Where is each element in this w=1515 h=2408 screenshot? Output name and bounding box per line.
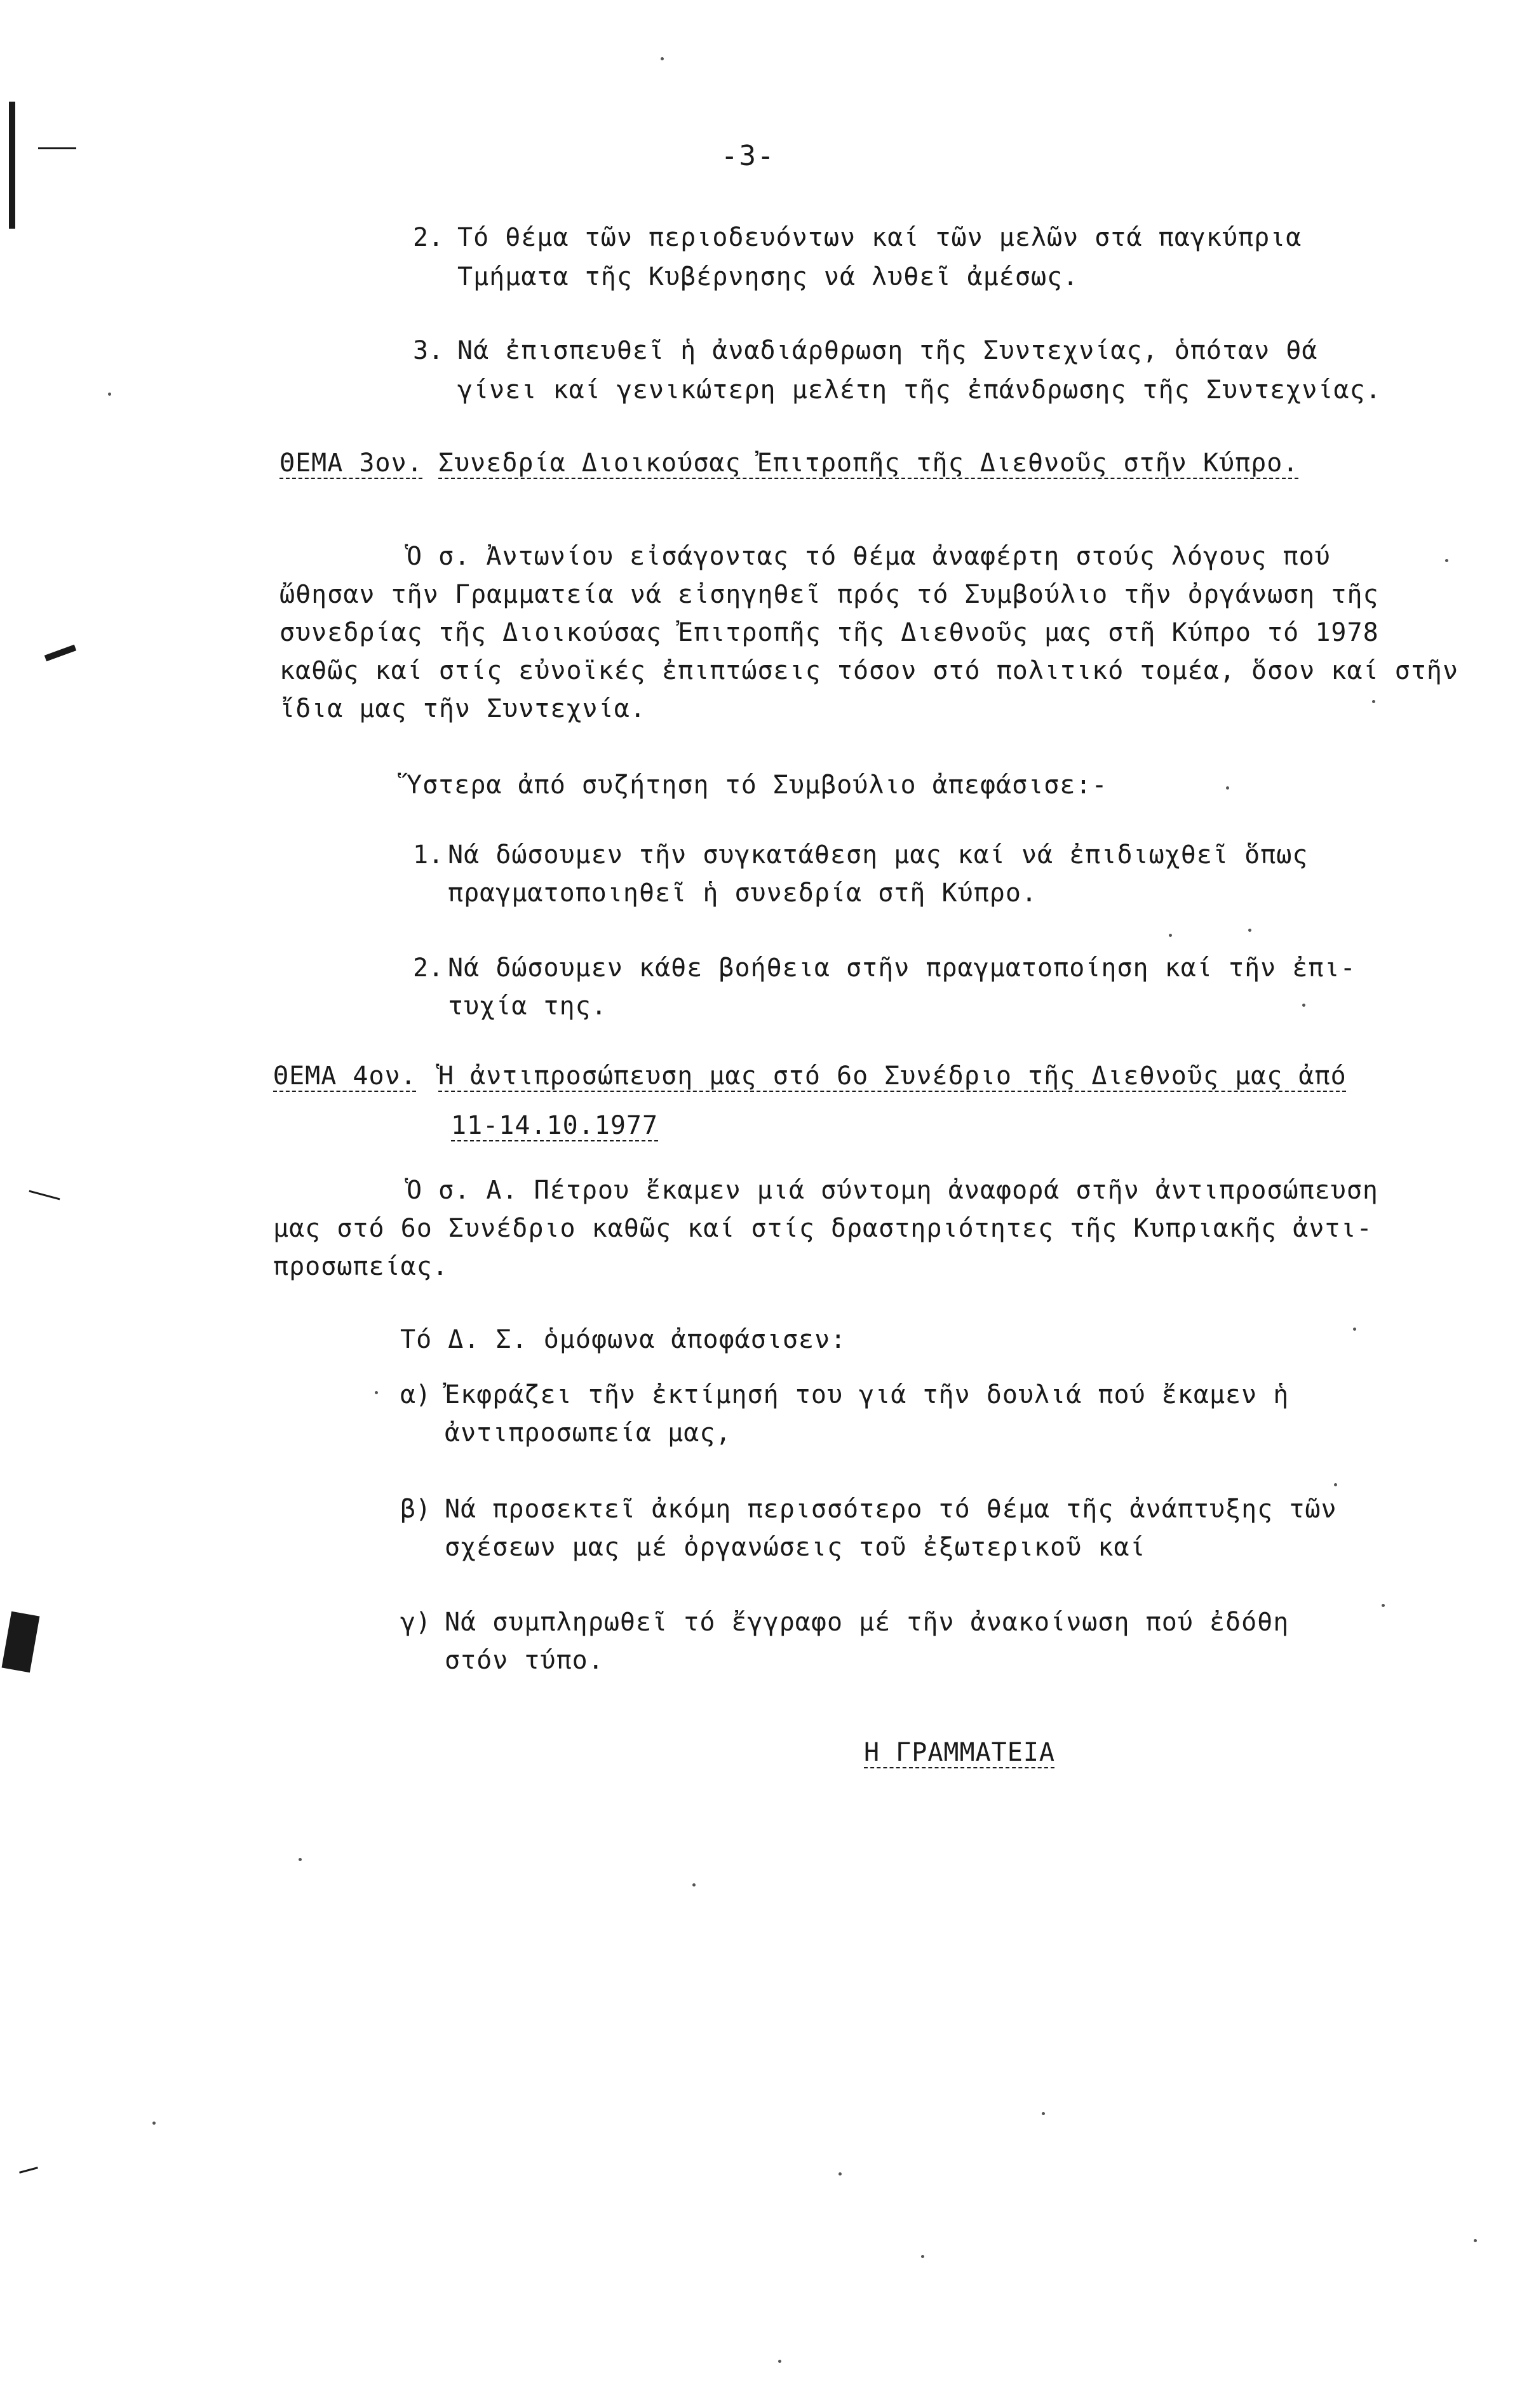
thema4-decision-intro: Τό Δ. Σ. ὁμόφωνα ἀποφάσισεν: [400, 1325, 847, 1354]
thema3-decision-line: τυχία της. [448, 992, 607, 1021]
item2-line2: Τμήματα τῆς Κυβέρνησης νά λυθεῖ ἀμέσως. [457, 262, 1079, 292]
scan-dot [838, 2172, 842, 2176]
scan-mark-top [9, 102, 15, 229]
scan-dot [375, 1391, 378, 1394]
thema3-para-line: συνεδρίας τῆς Διοικούσας Ἐπιτροπῆς τῆς Διεθνοῦς μας στῆ Κύπρο τό 1978 [279, 618, 1379, 647]
thema4-para-line: μας στό 6ο Συνέδριο καθῶς καί στίς δραστηριότητες τῆς Κυπριακῆς ἀντι- [273, 1214, 1373, 1243]
scan-dot [1248, 929, 1251, 932]
thema4-decision-line: Νά συμπληρωθεῖ τό ἔγγραφο μέ τῆν ἀνακοίνωση πού ἐδόθη [445, 1608, 1289, 1637]
scan-mark-arrow [44, 645, 76, 661]
thema4-para-line: Ὁ σ. Α. Πέτρου ἔκαμεν μιά σύντομη ἀναφορά στῆν ἀντιπροσώπευση [407, 1176, 1379, 1205]
scan-dot [1353, 1328, 1356, 1331]
scan-dot [1372, 700, 1375, 703]
thema3-para-line: καθῶς καί στίς εὐνοϊκές ἐπιπτώσεις τόσον στό πολιτικό τομέα, ὅσον καί στῆν [279, 656, 1459, 685]
thema3-title: Συνεδρία Διοικούσας Ἐπιτροπῆς τῆς Διεθνοῦς στῆν Κύπρο. [438, 448, 1299, 478]
thema3-para-line: ἴδια μας τῆν Συντεχνία. [279, 694, 646, 723]
thema4-decision-line: σχέσεων μας μέ ὀργανώσεις τοῦ ἐξωτερικοῦ καί [445, 1533, 1146, 1562]
scan-dot [1042, 2112, 1045, 2115]
scan-dot [299, 1858, 302, 1861]
scan-dot [1334, 1483, 1337, 1486]
thema3-para-line: ὤθησαν τῆν Γραμματεία νά εἰσηγηθεῖ πρός τό Συμβούλιο τῆν ὀργάνωση τῆς [279, 580, 1379, 609]
page-number: -3- [721, 140, 776, 172]
scan-dot [921, 2255, 924, 2258]
scan-dot [152, 2122, 156, 2125]
thema3-decision-intro: Ὕστερα ἀπό συζήτηση τό Συμβούλιο ἀπεφάσισε:- [407, 770, 1108, 800]
thema3-label: ΘΕΜΑ 3ον. [279, 448, 423, 478]
item2-line1: Τό θέμα τῶν περιοδευόντων καί τῶν μελῶν στά παγκύπρια [457, 223, 1302, 252]
thema4-title: Ἡ ἀντιπροσώπευση μας στό 6ο Συνέδριο τῆς Διεθνοῦς μας ἀπό [438, 1061, 1347, 1091]
item3-number: 3. [413, 336, 444, 365]
scan-dot [778, 2360, 781, 2363]
thema4-decision-line: Νά προσεκτεῖ ἀκόμη περισσότερο τό θέμα τῆς ἀνάπτυξης τῶν [445, 1495, 1337, 1524]
scan-dot [1445, 559, 1448, 562]
item3-line2: γίνει καί γενικώτερη μελέτη τῆς ἐπάνδρωσης τῆς Συντεχνίας. [457, 375, 1382, 405]
item2-number: 2. [413, 223, 444, 252]
scan-dot [1382, 1604, 1385, 1607]
thema4-decision-letter: α) [400, 1380, 431, 1409]
thema3-decision-line: πραγματοποιηθεῖ ἡ συνεδρία στῆ Κύπρο. [448, 878, 1038, 908]
scan-dot [1226, 786, 1229, 790]
thema4-label: ΘΕΜΑ 4ον. [273, 1061, 417, 1091]
scan-mark-tick [38, 147, 76, 149]
thema3-para-line: Ὁ σ. Ἀντωνίου εἰσάγοντας τό θέμα ἀναφέρτη στούς λόγους πού [407, 542, 1331, 571]
scan-dot [1302, 1004, 1305, 1007]
scan-dot [1474, 2239, 1477, 2242]
thema4-decision-line: ἀντιπροσωπεία μας, [445, 1418, 732, 1448]
scan-dot [661, 57, 664, 60]
thema4-decision-line: Ἐκφράζει τῆν ἐκτίμησή του γιά τῆν δουλιά πού ἔκαμεν ἡ [445, 1380, 1289, 1409]
thema4-decision-letter: γ) [400, 1608, 431, 1637]
signature: Η ΓΡΑΜΜΑΤΕΙΑ [864, 1738, 1055, 1767]
thema4-decision-line: στόν τύπο. [445, 1646, 604, 1675]
thema3-decision-line: Νά δώσουμεν κάθε βοήθεια στῆν πραγματοποίηση καί τῆν ἐπι- [448, 953, 1356, 983]
thema4-decision-letter: β) [400, 1495, 431, 1524]
thema3-decision-number: 2. [413, 953, 444, 983]
item3-line1: Νά ἐπισπευθεῖ ἡ ἀναδιάρθρωση τῆς Συντεχνίας, ὁπόταν θά [457, 336, 1318, 365]
scan-mark-blob [2, 1611, 40, 1672]
scan-mark-y [29, 1190, 60, 1201]
thema3-decision-line: Νά δώσουμεν τῆν συγκατάθεση μας καί νά ἐπιδιωχθεῖ ὅπως [448, 840, 1309, 870]
scan-mark-bottom [19, 2167, 38, 2174]
thema4-date: 11-14.10.1977 [451, 1111, 659, 1140]
thema3-decision-number: 1. [413, 840, 444, 870]
scan-dot [692, 1883, 696, 1887]
scan-dot [108, 393, 111, 396]
thema4-para-line: προσωπείας. [273, 1252, 448, 1281]
scan-dot [1169, 934, 1172, 937]
